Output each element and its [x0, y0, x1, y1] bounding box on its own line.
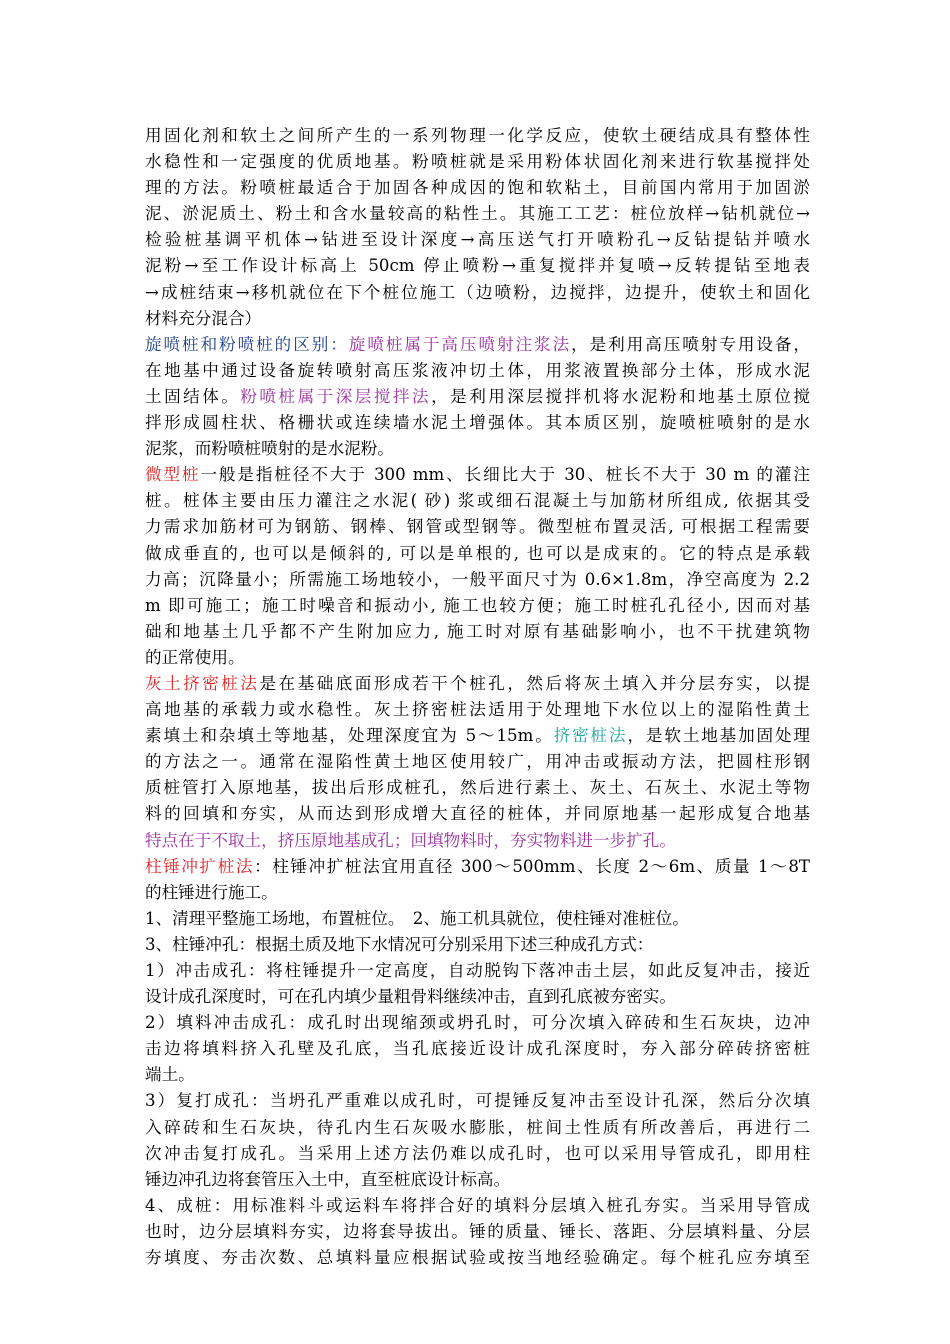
text-line: 也时，边分层填料夯实，边将套导拔出。锤的质量、锤长、落距、分层填料量、分层 — [145, 1221, 810, 1241]
text-line: 在地基中通过设备旋转喷射高压浆液冲切土体，用浆液置换部分土体，形成水泥 — [145, 360, 810, 380]
text-span: 一般是指桩径不大于 300 mm、长细比大于 30、桩长不大于 30 m 的灌注 — [200, 465, 810, 485]
highlight-text: 粉喷桩属于深层搅拌法 — [240, 386, 432, 406]
paragraph-lime-soil-pile — [145, 671, 810, 854]
text-line: 桩。桩体主要由压力灌注之水泥( 砂) 浆或细石混凝土与加筋材所组成, 依据其受 — [145, 491, 810, 511]
text-line: 料的回填和夯实，从而达到形成增大直径的桩体，并同原地基一起形成复合地基 — [145, 804, 810, 824]
text-line: 夯填度、夯击次数、总填料量应根据试验或按当地经验确定。每个桩孔应夯填至 — [145, 1248, 810, 1268]
paragraph-powder-pile — [145, 123, 810, 332]
text-line: 理的方法。粉喷桩最适合于加固各种成因的饱和软粘土，目前国内常用于加固淤 — [145, 178, 810, 198]
section-heading: 柱锤冲扩桩法 — [145, 856, 255, 876]
text-line: 高地基的承载力或水稳性。灰土挤密桩法适用于处理地下水位以上的湿陷性黄土 — [145, 700, 810, 720]
text-span: 素填土和杂填土等地基，处理深度宜为 5～15m。 — [145, 726, 554, 746]
text-line: 础和地基土几乎都不产生附加应力, 施工时对原有基础影响小，也不干扰建筑物 — [145, 621, 810, 641]
text-line: 3、柱锤冲孔：根据土质及地下水情况可分别采用下述三种成孔方式： — [145, 934, 654, 954]
text-line: 设计成孔深度时，可在孔内填少量粗骨料继续冲击，直到孔底被夯密实。 — [145, 987, 676, 1007]
text-line: 2）填料冲击成孔：成孔时出现缩颈或坍孔时，可分次填入碎砖和生石灰块，边冲 — [145, 1013, 810, 1033]
section-heading: 挤密桩法 — [553, 726, 628, 746]
text-line: 材料充分混合） — [145, 308, 262, 328]
text-line: 用固化剂和软土之间所产生的一系列物理一化学反应，使软土硬结成具有整体性 — [145, 126, 810, 145]
text-line: 的方法之一。通常在湿陷性黄土地区使用较广，用冲击或振动方法，把圆柱形钢 — [145, 752, 810, 772]
highlight-text: 旋喷桩属于高压喷射注浆法 — [348, 334, 572, 354]
text-line: 的正常使用。 — [145, 647, 245, 667]
text-line: 拌形成圆柱状、格栅状或连续墙水泥土增强体。其本质区别，旋喷桩喷射的是水 — [145, 413, 810, 433]
text-line — [145, 332, 810, 358]
section-heading: 旋喷桩和粉喷桩的区别： — [145, 334, 349, 354]
text-line: 击边将填料挤入孔壁及孔底，当孔底接近设计成孔深度时，夯入部分碎砖挤密桩 — [145, 1039, 810, 1059]
text-span: ，是软土地基加固处理 — [627, 726, 811, 746]
text-line: 力需求加筋材可为钢筋、钢棒、钢管或型钢等。微型桩布置灵活, 可根据工程需要 — [145, 517, 810, 537]
text-span: ：柱锤冲扩桩法宜用直径 300～500mm、长度 2～6m、质量 1～8T — [254, 856, 811, 876]
text-line: 泥粉→至工作设计标高上 50cm 停止喷粉→重复搅拌并复喷→反转提钻至地表 — [145, 256, 810, 276]
text-line: 1）冲击成孔：将柱锤提升一定高度，自动脱钩下落冲击土层，如此反复冲击，接近 — [145, 961, 810, 980]
text-line — [145, 462, 810, 488]
text-line: 检验桩基调平机体→钻进至设计深度→高压送气打开喷粉孔→反钻提钻并喷水 — [145, 230, 810, 250]
text-line: →成桩结束→移机就位在下个桩位施工（边喷粉，边搅拌，边提升，使软土和固化 — [145, 282, 810, 302]
text-line: m 即可施工；施工时噪音和振动小, 施工也较方便；施工时桩孔孔径小, 因而对基 — [145, 595, 810, 615]
text-line: 水稳性和一定强度的优质地基。粉喷桩就是采用粉体状固化剂来进行软基搅拌处 — [145, 152, 810, 172]
text-span: ，是利用深层搅拌机将水泥粉和地基土原位搅 — [431, 386, 811, 406]
text-line: 泥浆，而粉喷桩喷射的是水泥粉。 — [145, 439, 394, 459]
text-line: 入碎砖和生石灰块，待孔内生石灰吸水膨胀，桩间土性质有所改善后，再进行二 — [145, 1117, 810, 1137]
text-line — [145, 854, 810, 880]
text-line — [145, 723, 810, 749]
text-span: 土固结体。 — [145, 386, 241, 406]
paragraph-column-hammer-pile — [145, 854, 810, 1272]
section-heading: 微型桩 — [145, 465, 201, 485]
text-span: ，是利用高压喷射专用设备， — [571, 334, 811, 354]
highlight-text: 特点在于不取土，挤压原地基成孔；回填物料时，夯实物料进一步扩孔。 — [145, 830, 676, 850]
text-line: 力高；沉降量小；所需施工场地较小，一般平面尺寸为 0.6×1.8m，净空高度为 2.2 — [145, 569, 810, 589]
text-line: 泥、淤泥质土、粉土和含水量较高的粘性土。其施工工艺：桩位放样→钻机就位→ — [145, 204, 810, 224]
document-page — [145, 123, 810, 1271]
text-line: 3）复打成孔：当坍孔严重难以成孔时，可提锤反复冲击至设计孔深，然后分次填 — [145, 1091, 810, 1111]
text-line: 次冲击复打成孔。当采用上述方法仍难以成孔时，也可以采用导管成孔，即用柱 — [145, 1143, 810, 1163]
text-span: 是在基础底面形成若干个桩孔，然后将灰土填入并分层夯实，以提 — [259, 673, 811, 693]
text-line: 质桩管打入原地基，拔出后形成桩孔，然后进行素土、灰土、石灰土、水泥土等物 — [145, 778, 810, 798]
text-line: 4、成桩：用标准料斗或运料车将拌合好的填料分层填入桩孔夯实。当采用导管成 — [145, 1195, 810, 1215]
text-line — [145, 384, 810, 410]
text-line: 锤边冲孔边将套管压入土中，直至桩底设计标高。 — [145, 1169, 511, 1189]
section-heading: 灰土挤密桩法 — [145, 673, 260, 693]
text-line: 的柱锤进行施工。 — [145, 882, 278, 902]
text-line: 1、清理平整施工场地，布置桩位。 2、施工机具就位，使柱锤对准桩位。 — [145, 908, 689, 928]
text-line: 端土。 — [145, 1065, 195, 1085]
paragraph-jet-vs-powder — [145, 332, 810, 462]
text-line — [145, 671, 810, 697]
paragraph-micro-pile — [145, 462, 810, 671]
text-line: 做成垂直的, 也可以是倾斜的, 可以是单根的, 也可以是成束的。它的特点是承载 — [145, 543, 810, 563]
